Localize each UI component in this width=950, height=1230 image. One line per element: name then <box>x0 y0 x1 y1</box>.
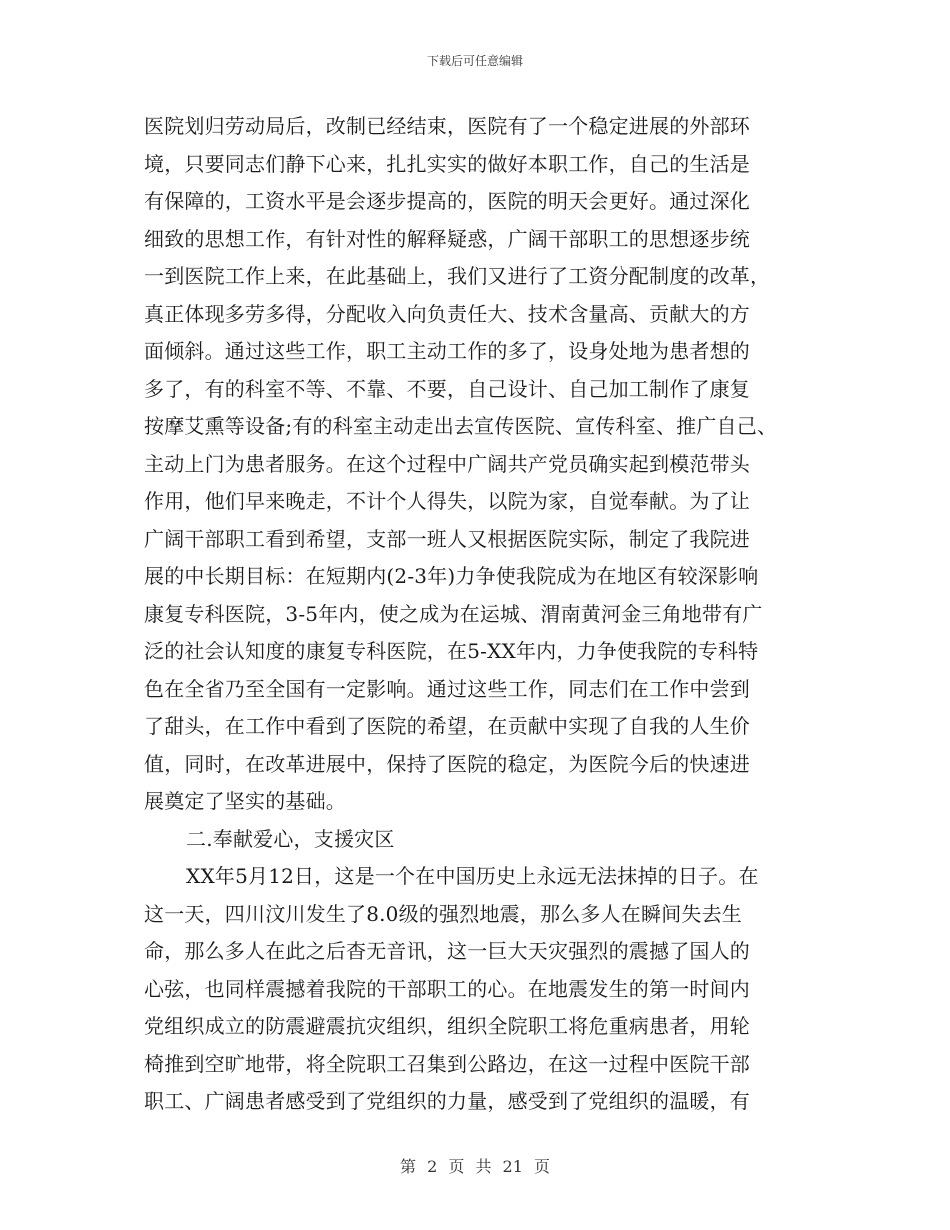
text-line: 展奠定了坚实的基础。 <box>144 789 346 813</box>
text-line: 了甜头，在工作中看到了医院的希望，在贡献中实现了自我的人生价 <box>144 714 750 738</box>
text-line: 作用，他们早来晚走，不计个人得失，以院为家，自觉奉献。为了让 <box>144 489 750 513</box>
text-line: 椅推到空旷地带，将全院职工召集到公路边，在这一过程中医院干部 <box>144 1051 750 1076</box>
text-line: 党组织成立的防震避震抗灾组织，组织全院职工将危重病患者，用轮 <box>144 1014 750 1038</box>
page-number: 第 2 页 共 21 页 <box>400 1157 550 1176</box>
text-line: XX年5月12日，这是一个在中国历史上永远无法抹掉的日子。在 <box>186 864 759 888</box>
text-line: 境，只要同志们静下心来，扎扎实实的做好本职工作，自己的生活是 <box>144 151 750 176</box>
text-line: 职工、广阔患者感受到了党组织的力量，感受到了党组织的温暖，有 <box>144 1089 750 1113</box>
text-line: 有保障的，工资水平是会逐步提高的，医院的明天会更好。通过深化 <box>144 189 750 213</box>
text-line: 康复专科医院，3-5年内，使之成为在运城、渭南黄河金三角地带有广 <box>144 601 763 626</box>
text-line: 真正体现多劳多得，分配收入向负责任大、技术含量高、贡献大的方 <box>144 301 750 326</box>
document-body <box>144 108 824 1121</box>
text-line: 一到医院工作上来，在此基础上，我们又进行了工资分配制度的改革， <box>144 264 771 288</box>
text-line: 面倾斜。通过这些工作，职工主动工作的多了，设身处地为患者想的 <box>144 339 750 363</box>
text-line: 多了，有的科室不等、不靠、不要，自己设计、自己加工制作了康复 <box>144 376 750 401</box>
page-header-note: 下载后可任意编辑 <box>426 54 523 68</box>
text-line: 广阔干部职工看到希望，支部一班人又根据医院实际，制定了我院进 <box>144 526 750 551</box>
text-line: 这一天，四川汶川发生了8.0级的强烈地震，那么多人在瞬间失去生 <box>144 901 743 926</box>
section-heading: 二.奉献爱心，支援灾区 <box>186 826 395 851</box>
text-line: 色在全省乃至全国有一定影响。通过这些工作，同志们在工作中尝到 <box>144 676 750 701</box>
text-line: 按摩艾熏等设备;有的科室主动走出去宣传医院、宣传科室、推广自己、 <box>144 414 778 438</box>
text-line: 医院划归劳动局后，改制已经结束，医院有了一个稳定进展的外部环 <box>144 114 750 138</box>
text-line: 主动上门为患者服务。在这个过程中广阔共产党员确实起到模范带头 <box>144 451 750 476</box>
text-line: 命，那么多人在此之后杳无音讯，这一巨大天灾强烈的震撼了国人的 <box>144 939 750 963</box>
text-line: 值，同时，在改革进展中，保持了医院的稳定，为医院今后的快速进 <box>144 751 750 776</box>
text-line: 心弦，也同样震撼着我院的干部职工的心。在地震发生的第一时间内 <box>144 976 750 1001</box>
text-line: 展的中长期目标：在短期内(2-3年)力争使我院成为在地区有较深影响 <box>144 564 759 588</box>
text-line: 细致的思想工作，有针对性的解释疑惑，广阔干部职工的思想逐步统 <box>144 226 750 251</box>
text-line: 泛的社会认知度的康复专科医院，在5-XX年内，力争使我院的专科特 <box>144 639 759 663</box>
